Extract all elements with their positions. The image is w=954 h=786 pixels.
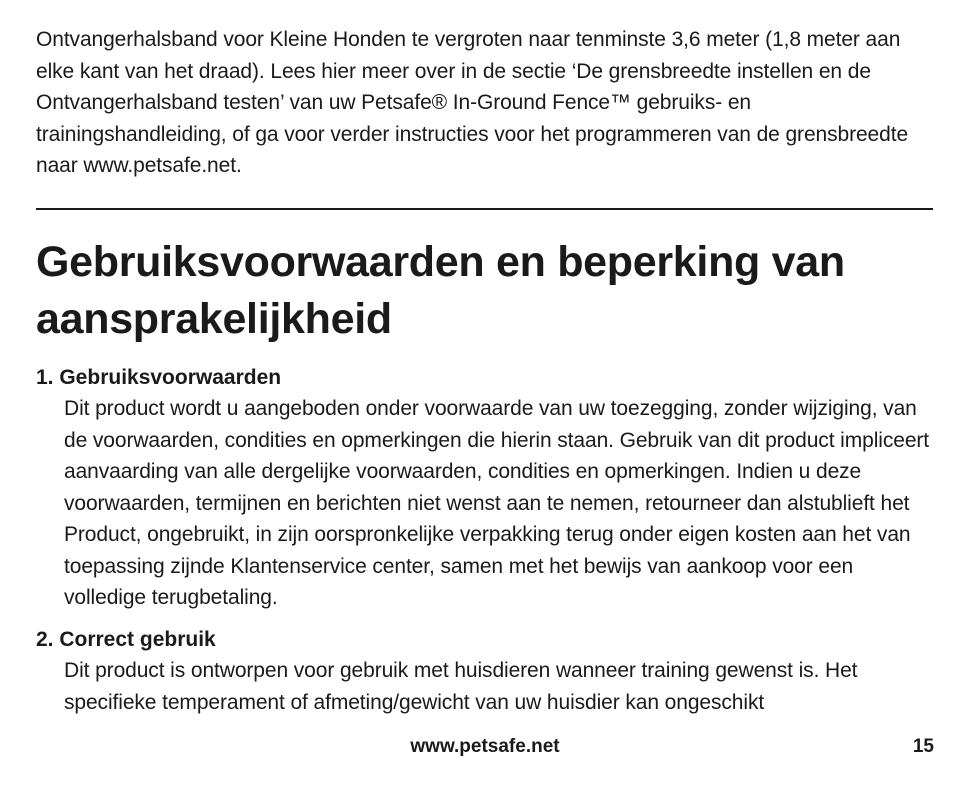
page-heading: Gebruiksvoorwaarden en beperking van aansprakelijkheid [36,238,845,343]
section-body-gebruiksvoorwaarden: Dit product wordt u aangeboden onder voorwaarde van uw toezegging, zonder wijziging, van de voorwaarden, condities en opmerkingen die hierin staan. Gebruik van dit product impliceert aanvaarding van alle dergelijke voorwaarden, condities en opmerkingen. Indien u deze voorwaarden, termijnen en berichten niet wenst aan te nemen, retourneer dan alstublieft het Product, ongebruikt, in zijn oorspronkelijke verpakking terug onder eigen kosten aan het van toepassing zijnde Klantenservice center, samen met het bewijs van aankoop voor een volledige terugbetaling. [64,397,930,609]
section-title-gebruiksvoorwaarden: 1. Gebruiksvoorwaarden [36,366,282,389]
footer-url: www.petsafe.net [410,736,560,757]
section-title-correct-gebruik: 2. Correct gebruik [36,628,216,651]
section-divider [36,208,933,210]
section-body-correct-gebruik: Dit product is ontworpen voor gebruik met huisdieren wanneer training gewenst is. Het specifieke temperament of afmeting/gewicht van uw huisdier kan ongeschikt [64,659,858,714]
intro-paragraph: Ontvangerhalsband voor Kleine Honden te vergroten naar tenminste 3,6 meter (1,8 meter aan elke kant van het draad). Lees hier meer over in de sectie ‘De grensbreedte instellen en de Ontvangerhalsband testen’ van uw Petsafe® In-Ground Fence™ gebruiks- en trainingshandleiding, of ga voor verder instructies voor het programmeren van de grensbreedte naar www.petsafe.net. [36,28,909,177]
page-number: 15 [912,736,934,757]
document-page [36,0,934,786]
